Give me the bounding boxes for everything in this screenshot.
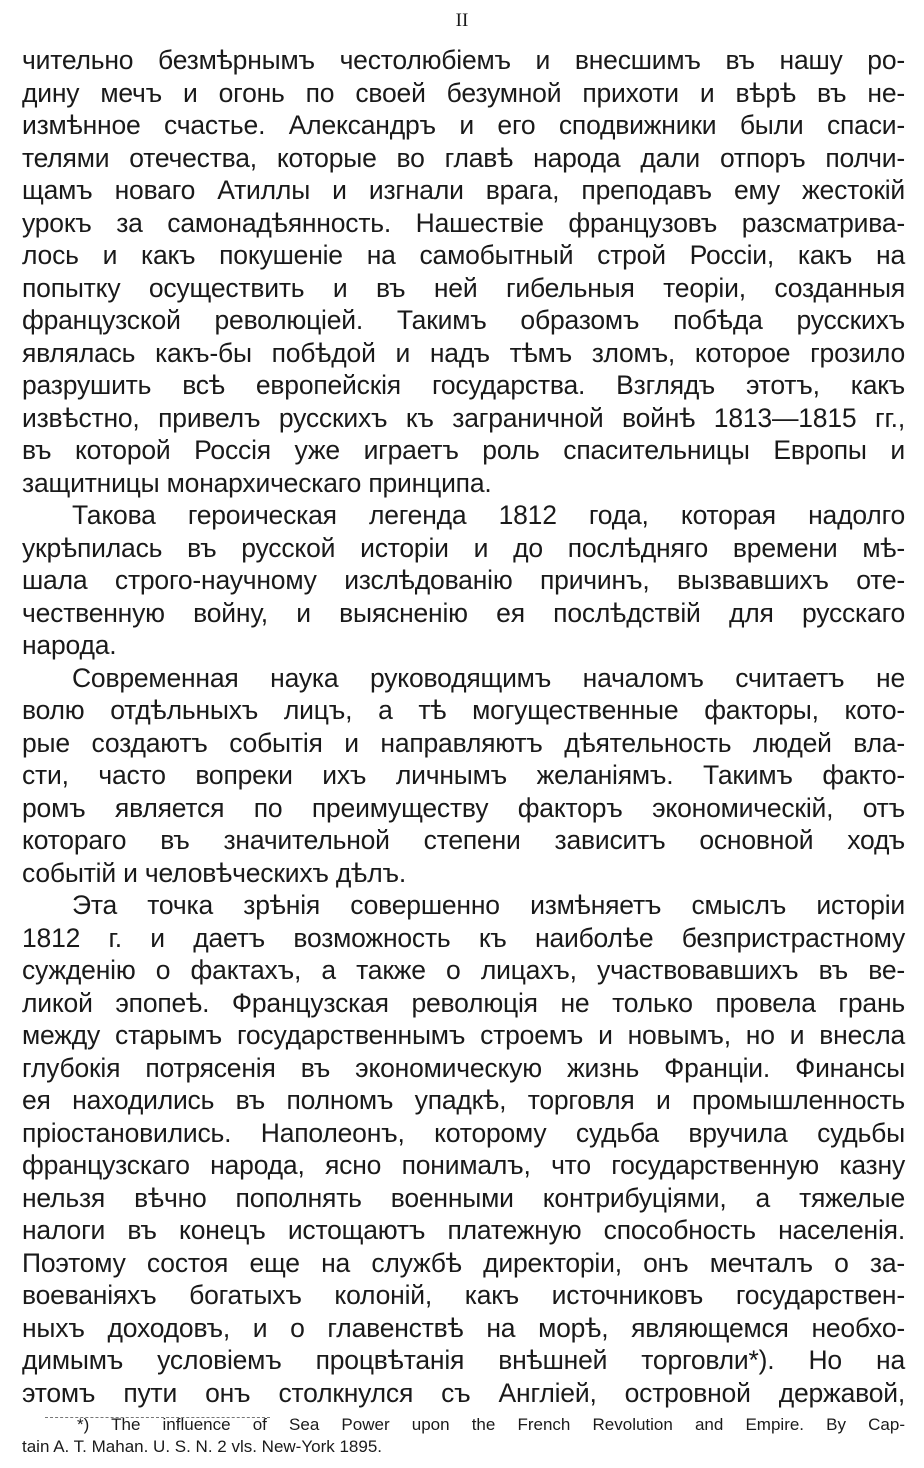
text-line: чительно безмѣрнымъ честолюбіемъ и внесшимъ въ нашу ро- xyxy=(22,45,905,75)
footnote xyxy=(22,1414,905,1458)
text-line: щамъ новаго Атиллы и изгнали врага, преподавъ ему жестокій xyxy=(22,175,905,205)
footnote-line: *) The influence of Sea Power upon the French Revolution and Empire. By Cap- xyxy=(77,1415,905,1434)
text-line: разрушить всѣ европейскія государства. Взглядъ этотъ, какъ xyxy=(22,370,905,400)
paragraph xyxy=(22,889,905,1409)
text-line: являлась какъ-бы побѣдой и надъ тѣмъ зломъ, которое грозило xyxy=(22,337,905,368)
text-line: французской революціей. Такимъ образомъ побѣда русскихъ xyxy=(22,305,905,335)
text-line: воеваніяхъ богатыхъ колоній, какъ источниковъ государствен- xyxy=(22,1280,905,1310)
text-line: Такова героическая легенда 1812 года, которая надолго xyxy=(72,500,905,530)
text-line: ликой эпопеѣ. Французская революція не только провела грань xyxy=(22,987,905,1018)
text-line: рые создаютъ событія и направляютъ дѣятельность людей вла- xyxy=(22,727,905,758)
text-line: нельзя вѣчно пополнять военными контрибуціями, а тяжелые xyxy=(22,1182,905,1213)
text-line: этомъ пути онъ столкнулся съ Англіей, островной державой, xyxy=(22,1377,905,1408)
text-line: Поэтому состоя еще на службѣ директоріи, онъ мечталъ о за- xyxy=(22,1247,905,1278)
text-line: 1812 г. и даетъ возможность къ наиболѣе безпристрастному xyxy=(22,922,905,953)
text-line: налоги въ конецъ истощаютъ платежную способность населенія. xyxy=(22,1215,905,1245)
text-line: измѣнное счастье. Александръ и его сподвижники были спаси- xyxy=(22,110,905,140)
text-line: сужденію о фактахъ, а также о лицахъ, участвовавшихъ въ ве- xyxy=(22,955,905,985)
text-line: лось и какъ покушеніе на самобытный строй Россіи, какъ на xyxy=(22,240,905,270)
text-line: сти, часто вопреки ихъ личнымъ желаніямъ. Такимъ факто- xyxy=(22,760,905,790)
text-line: народа. xyxy=(22,630,117,660)
text-line: телями отечества, которые во главѣ народа дали отпоръ полчи- xyxy=(22,142,905,173)
text-line: Эта точка зрѣнія совершенно измѣняетъ смыслъ исторіи xyxy=(72,890,905,920)
text-line: укрѣпилась въ русской исторіи и до послѣдняго времени мѣ- xyxy=(22,532,905,563)
text-line: волю отдѣльныхъ лицъ, а тѣ могущественные факторы, кото- xyxy=(22,695,905,725)
text-line: ея находились въ полномъ упадкѣ, торговля и промышленность xyxy=(22,1085,905,1115)
text-line: чественную войну, и выясненію ея послѣдствій для русскаго xyxy=(22,597,905,628)
text-line: французскаго народа, ясно понималъ, что государственную казну xyxy=(22,1150,905,1180)
text-line: глубокія потрясенія въ экономическую жизнь Франціи. Финансы xyxy=(22,1052,905,1083)
text-line: извѣстно, привелъ русскихъ къ заграничной войнѣ 1813—1815 гг., xyxy=(22,402,905,433)
text-line: ромъ является по преимуществу факторъ экономическій, отъ xyxy=(22,792,905,823)
text-line: событій и человѣческихъ дѣлъ. xyxy=(22,857,407,888)
text-line: Современная наука руководящимъ началомъ считаетъ не xyxy=(72,662,905,693)
text-line: урокъ за самонадѣянность. Нашествіе французовъ разсматрива- xyxy=(22,207,905,238)
paragraph xyxy=(22,499,905,662)
text-line: пріостановились. Наполеонъ, которому судьба вручила судьбы xyxy=(22,1117,905,1148)
text-line: въ которой Россія уже играетъ роль спасительницы Европы и xyxy=(22,435,905,465)
text-line: котораго въ значительной степени зависитъ основной ходъ xyxy=(22,825,905,855)
text-line: попытку осуществить и въ ней гибельныя теоріи, созданныя xyxy=(22,272,905,303)
text-line: шала строго-научному изслѣдованію причинъ, вызвавшихъ оте- xyxy=(22,565,905,595)
text-line: димымъ условіемъ процвѣтанія внѣшней торговли*). Но на xyxy=(22,1345,905,1375)
body-text xyxy=(22,44,905,1409)
text-line: между старымъ государственнымъ строемъ и новымъ, но и внесла xyxy=(22,1020,905,1050)
paragraph xyxy=(22,44,905,499)
page-number: II xyxy=(455,10,469,31)
text-line: ныхъ доходовъ, и о главенствѣ на морѣ, являющемся необхо- xyxy=(22,1312,905,1343)
text-line: дину мечъ и огонь по своей безумной прихоти и вѣрѣ въ не- xyxy=(22,77,905,108)
footnote-line: tain A. T. Mahan. U. S. N. 2 vls. New-York 1895. xyxy=(22,1437,383,1456)
paragraph xyxy=(22,662,905,890)
text-line: защитницы монархическаго принципа. xyxy=(22,467,492,498)
